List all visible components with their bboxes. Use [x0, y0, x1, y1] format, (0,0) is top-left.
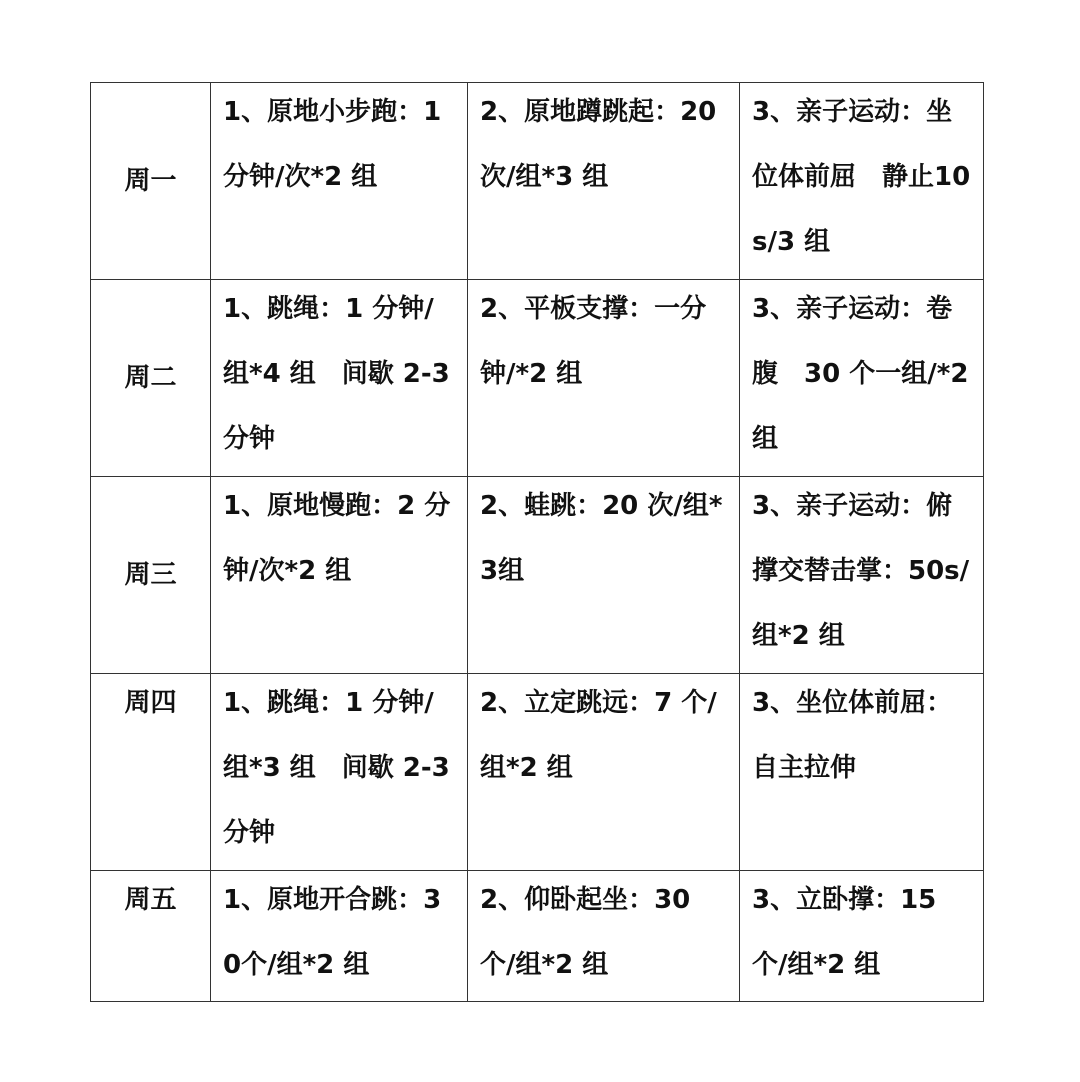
activity-text: 1、跳绳：1 分钟/组*4 组 间歇 2-3 分钟	[223, 294, 459, 454]
activity-text: 1、原地慢跑：2 分钟/次*2 组	[223, 491, 451, 586]
activity-cell	[740, 871, 984, 1002]
activity-text: 2、原地蹲跳起：20次/组*3 组	[480, 97, 717, 192]
table-row-friday	[91, 871, 984, 1002]
day-label: 周五	[124, 885, 177, 915]
activity-text: 3、亲子运动：卷腹 30 个一组/*2组	[752, 294, 969, 454]
activity-cell	[468, 674, 740, 871]
day-cell-wednesday	[91, 477, 211, 674]
activity-cell	[740, 83, 984, 280]
day-cell-friday	[91, 871, 211, 1002]
exercise-schedule-table	[90, 82, 984, 1002]
activity-text: 3、亲子运动：俯撑交替击掌：50s/组*2 组	[752, 491, 970, 651]
table-row-tuesday	[91, 280, 984, 477]
day-label: 周二	[124, 362, 177, 393]
table-row-thursday	[91, 674, 984, 871]
activity-cell	[211, 477, 468, 674]
activity-text: 3、坐位体前屈：自主拉伸	[752, 688, 953, 783]
table-row-wednesday	[91, 477, 984, 674]
day-cell-thursday	[91, 674, 211, 871]
day-label: 周三	[124, 559, 177, 590]
activity-cell	[211, 280, 468, 477]
day-label: 周四	[124, 688, 177, 718]
day-cell-monday	[91, 83, 211, 280]
activity-text: 1、原地小步跑：1分钟/次*2 组	[223, 97, 442, 192]
activity-text: 3、亲子运动：坐位体前屈 静止10s/3 组	[752, 97, 971, 257]
activity-text: 1、跳绳：1 分钟/组*3 组 间歇 2-3分钟	[223, 688, 450, 848]
activity-text: 2、蛙跳：20 次/组*3组	[480, 491, 723, 586]
activity-cell	[740, 477, 984, 674]
activity-cell	[468, 871, 740, 1002]
activity-text: 1、原地开合跳：30个/组*2 组	[223, 885, 442, 980]
activity-cell	[468, 477, 740, 674]
activity-cell	[211, 871, 468, 1002]
activity-cell	[468, 280, 740, 477]
activity-cell	[740, 280, 984, 477]
activity-text: 3、立卧撑：15 个/组*2 组	[752, 885, 946, 980]
day-cell-tuesday	[91, 280, 211, 477]
activity-cell	[468, 83, 740, 280]
activity-text: 2、平板支撑：一分钟/*2 组	[480, 294, 707, 389]
activity-cell	[211, 674, 468, 871]
day-label: 周一	[124, 165, 177, 196]
table-row-monday	[91, 83, 984, 280]
activity-text: 2、立定跳远：7 个/组*2 组	[480, 688, 717, 783]
activity-text: 2、仰卧起坐：30 个/组*2 组	[480, 885, 700, 980]
activity-cell	[740, 674, 984, 871]
activity-cell	[211, 83, 468, 280]
